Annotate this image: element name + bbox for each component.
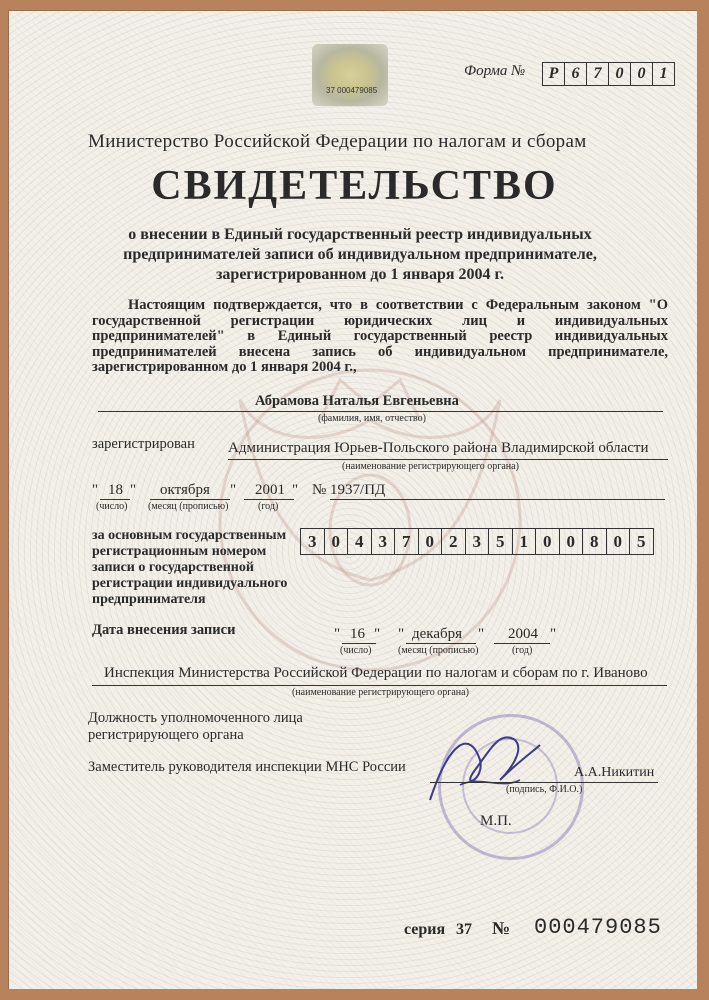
document-title: СВИДЕТЕЛЬСТВО <box>151 163 558 209</box>
ogrnip-number-box <box>300 528 654 555</box>
name-underline <box>98 411 663 412</box>
entry-month: декабря <box>412 626 463 642</box>
series-number-label: № <box>492 918 511 938</box>
series-code: 37 <box>456 921 472 938</box>
inspection-underline <box>92 685 667 686</box>
entry-month-underline <box>406 643 476 644</box>
reg-month-hint: (месяц (прописью) <box>148 501 229 512</box>
ogrnip-label-line: регистрационным номером <box>92 544 267 559</box>
reg-year-underline <box>244 499 294 500</box>
series-number: 000479085 <box>534 915 662 940</box>
ogrnip-digit: 3 <box>371 529 395 554</box>
entry-day-underline <box>342 643 376 644</box>
authority-underline <box>228 459 668 460</box>
reg-quote: " <box>130 482 137 498</box>
document-subtitle: о внесении в Единый государственный реестр индивидуальных предпринимателей записи об индивидуальном предпринимателе, зарегистрированном до 1 января 2004 г. <box>123 226 597 283</box>
entry-day: 16 <box>350 626 365 642</box>
entry-quote: " <box>550 626 557 642</box>
form-code-cell: Р <box>548 65 559 82</box>
signer-underline <box>430 782 658 783</box>
ogrnip-digit: 0 <box>606 529 630 554</box>
form-code-cell: 1 <box>652 63 674 85</box>
inspection-name: Инспекция Министерства Российской Федерации по налогам и сборам по г. Иваново <box>104 665 648 681</box>
ogrnip-digit: 5 <box>629 529 653 554</box>
ogrnip-label-line: за основным государственным <box>92 528 287 543</box>
position-label <box>88 710 303 744</box>
entry-year: 2004 <box>508 626 538 642</box>
ogrnip-digit: 5 <box>488 529 512 554</box>
hologram-number: 37 000479085 <box>326 86 378 95</box>
ogrnip-digit: 3 <box>465 529 489 554</box>
handwritten-signature <box>420 720 550 820</box>
ogrnip-digit: 7 <box>394 529 418 554</box>
ogrnip-digit: 4 <box>347 529 371 554</box>
ogrnip-digit: 0 <box>559 529 583 554</box>
confirmation-paragraph: Настоящим подтверждается, что в соответствии с Федеральным законом "О государственной регистрации юридических лиц и индивидуальных предпринимателей" в Единый государственный реестр индивидуальных предпринимателей внесена запись об индивидуальном предпринимателе, зарегистрированном до 1 января 2004 г., <box>92 297 668 375</box>
entry-quote: " <box>478 626 485 642</box>
reg-quote: " <box>292 482 299 498</box>
reg-quote: " <box>92 482 99 498</box>
ogrnip-digit: 3 <box>308 532 317 551</box>
ogrnip-label <box>92 528 287 608</box>
entry-year-underline <box>494 643 550 644</box>
ogrnip-digit: 1 <box>512 529 536 554</box>
reg-quote: " <box>230 482 237 498</box>
signer-name: А.А.Никитин <box>574 765 655 780</box>
inspection-hint: (наименование регистрирующего органа) <box>292 687 469 698</box>
reg-number: № 1937/ПД <box>312 482 386 498</box>
hologram-sticker <box>312 44 388 106</box>
position-label-line: регистрирующего органа <box>88 727 244 743</box>
reg-month: октября <box>160 482 210 498</box>
entry-quote: " <box>398 626 405 642</box>
form-label: Форма № <box>464 63 526 79</box>
reg-day: 18 <box>108 482 123 498</box>
reg-month-underline <box>150 499 230 500</box>
reg-year-hint: (год) <box>258 501 279 512</box>
registering-authority: Администрация Юрьев-Польского района Владимирской области <box>228 440 649 456</box>
position-label-line: Должность уполномоченного лица <box>88 710 303 726</box>
form-code-box <box>542 62 675 86</box>
ogrnip-digit: 2 <box>441 529 465 554</box>
reg-number-underline <box>330 499 665 500</box>
ogrnip-label-line: записи о государственной <box>92 560 254 575</box>
form-code-cell: 7 <box>586 63 608 85</box>
form-code-cell: 6 <box>564 63 586 85</box>
official-position: Заместитель руководителя инспекции МНС России <box>88 759 406 775</box>
entry-month-hint: (месяц (прописью) <box>398 645 479 656</box>
ogrnip-digit: 0 <box>324 529 348 554</box>
authority-hint: (наименование регистрирующего органа) <box>342 461 519 472</box>
registered-label: зарегистрирован <box>92 436 195 452</box>
entry-quote: " <box>334 626 341 642</box>
ogrnip-label-line: предпринимателя <box>92 592 206 607</box>
signer-hint: (подпись, Ф.И.О.) <box>506 784 583 795</box>
series-label: серия <box>404 921 446 938</box>
entry-day-hint: (число) <box>340 645 372 656</box>
entry-date-label: Дата внесения записи <box>92 622 236 638</box>
ogrnip-digit: 0 <box>535 529 559 554</box>
reg-year: 2001 <box>255 482 285 498</box>
entry-quote: " <box>374 626 381 642</box>
form-code-cell: 0 <box>608 63 630 85</box>
form-code-cell: 0 <box>630 63 652 85</box>
reg-day-underline <box>100 499 130 500</box>
name-hint: (фамилия, имя, отчество) <box>318 413 426 424</box>
stamp-place: М.П. <box>480 813 512 829</box>
entry-year-hint: (год) <box>512 645 533 656</box>
ministry-header: Министерство Российской Федерации по налогам и сборам <box>88 131 587 152</box>
reg-day-hint: (число) <box>96 501 128 512</box>
ogrnip-digit: 0 <box>418 529 442 554</box>
ogrnip-label-line: регистрации индивидуального <box>92 576 288 591</box>
ogrnip-digit: 8 <box>582 529 606 554</box>
person-name: Абрамова Наталья Евгеньевна <box>255 393 459 409</box>
